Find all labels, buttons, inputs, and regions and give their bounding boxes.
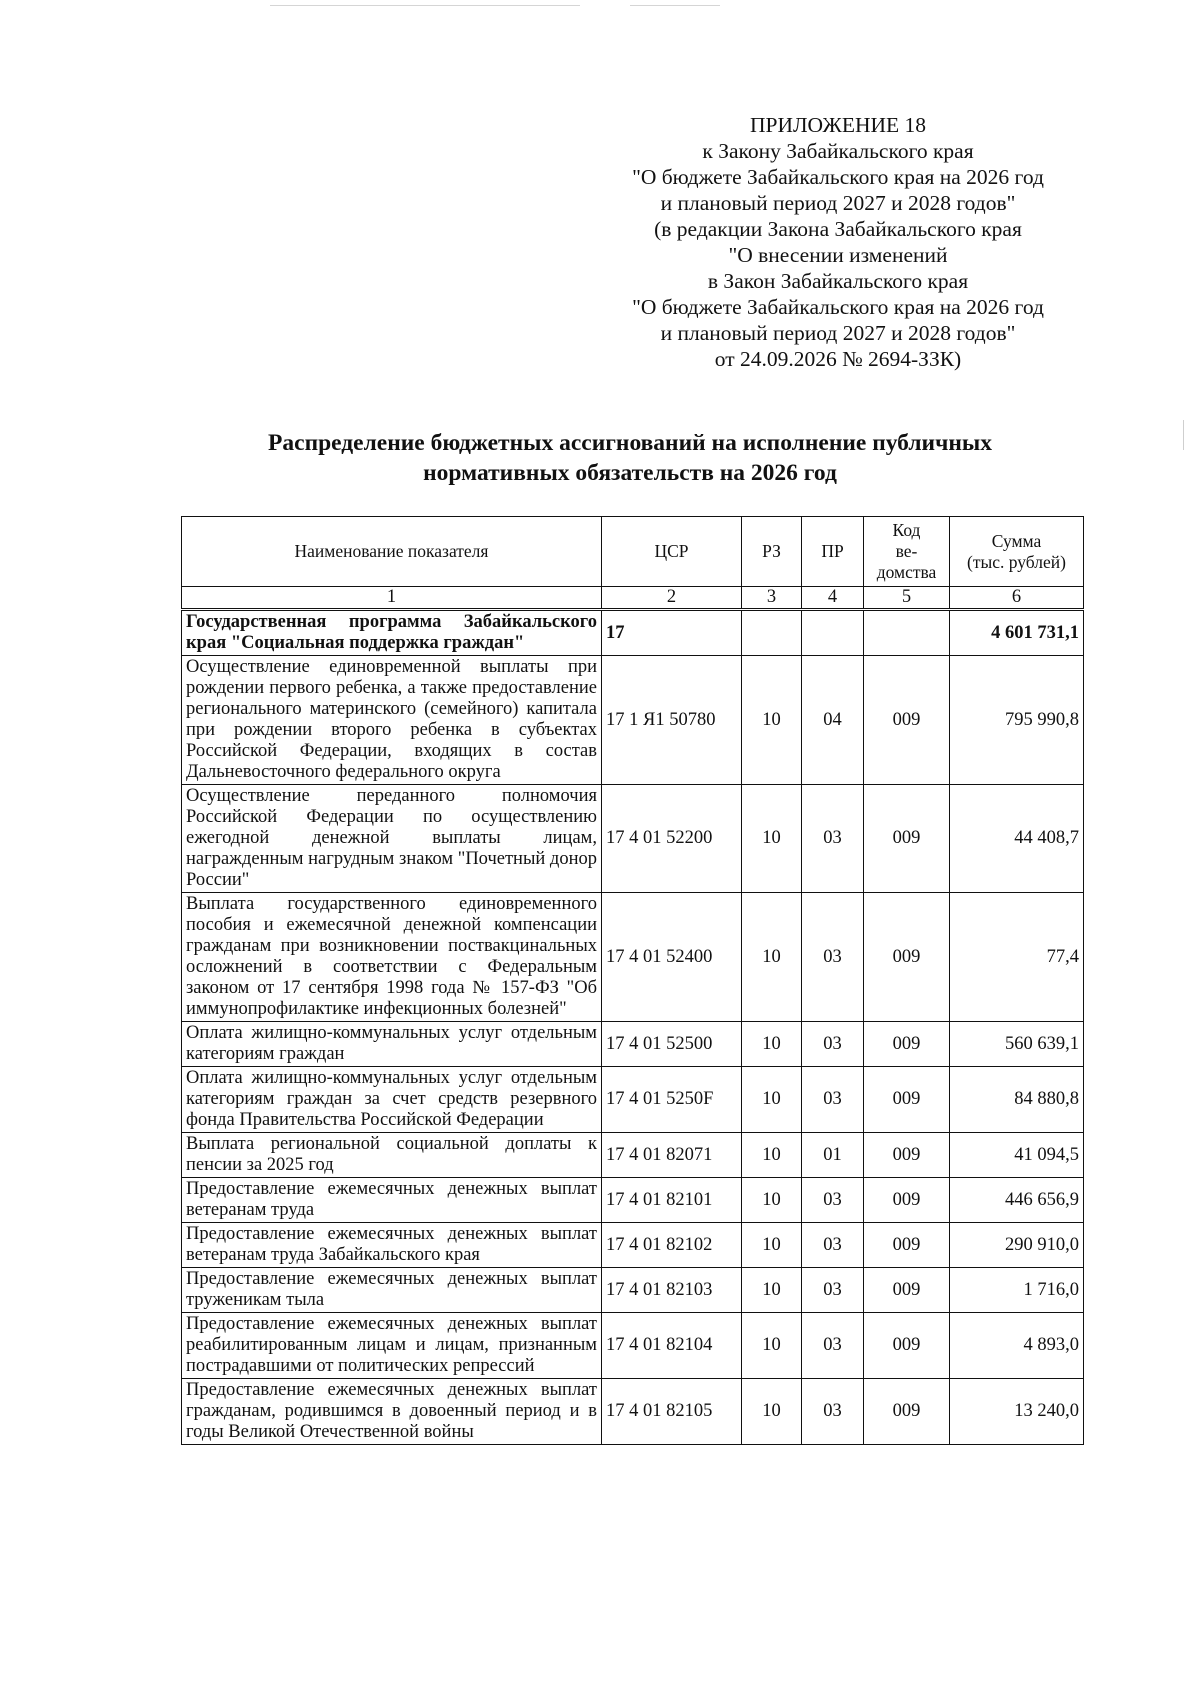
row-csr: 17 4 01 82101 [602, 1178, 742, 1223]
document-title-line-1: Распределение бюджетных ассигнований на исполнение публичных [268, 430, 992, 456]
row-rz: 10 [742, 1067, 802, 1133]
table-row [182, 1313, 1084, 1379]
column-number: 4 [802, 587, 864, 610]
scan-artifact-top-right [630, 5, 720, 6]
row-pr: 04 [802, 656, 864, 785]
column-number: 6 [950, 587, 1084, 610]
row-csr: 17 4 01 5250F [602, 1067, 742, 1133]
row-sum: 1 716,0 [950, 1268, 1084, 1313]
row-sum: 41 094,5 [950, 1133, 1084, 1178]
row-kod: 009 [864, 1313, 950, 1379]
row-sum: 77,4 [950, 893, 1084, 1022]
column-number: 5 [864, 587, 950, 610]
header-kod [864, 517, 950, 587]
row-name: Осуществление переданного полномочия Российской Федерации по осуществлению ежегодной денежной выплаты лицам, награжденным нагрудным знаком "Почетный донор России" [182, 785, 602, 893]
table-row [182, 785, 1084, 893]
header-line: в Закон Забайкальского края [707, 269, 969, 293]
header-line: "О бюджете Забайкальского края на 2026 год [632, 295, 1044, 319]
row-name: Предоставление ежемесячных денежных выплат гражданам, родившимся в довоенный период и в годы Великой Отечественной войны [182, 1379, 602, 1445]
row-pr: 03 [802, 785, 864, 893]
row-rz: 10 [742, 1313, 802, 1379]
table-row [182, 1223, 1084, 1268]
table-row [182, 1379, 1084, 1445]
row-pr: 01 [802, 1133, 864, 1178]
row-kod: 009 [864, 1379, 950, 1445]
column-number: 3 [742, 587, 802, 610]
table-row [182, 1022, 1084, 1067]
header-kod-line: Код [892, 520, 921, 540]
row-name: Предоставление ежемесячных денежных выплат труженикам тыла [182, 1268, 602, 1313]
budget-table [181, 516, 1084, 1445]
row-pr: 03 [802, 1379, 864, 1445]
row-pr: 03 [802, 1067, 864, 1133]
header-rz: РЗ [742, 517, 802, 587]
table-row [182, 1268, 1084, 1313]
table-row [182, 893, 1084, 1022]
row-kod: 009 [864, 656, 950, 785]
header-line: и плановый период 2027 и 2028 годов" [660, 191, 1016, 215]
table-row [182, 1067, 1084, 1133]
row-csr: 17 4 01 52200 [602, 785, 742, 893]
row-sum: 4 893,0 [950, 1313, 1084, 1379]
table-row [182, 610, 1084, 656]
row-csr: 17 1 Я1 50780 [602, 656, 742, 785]
row-rz: 10 [742, 1223, 802, 1268]
row-pr: 03 [802, 893, 864, 1022]
document-title [160, 428, 1100, 488]
header-sum-line: (тыс. рублей) [967, 551, 1066, 572]
header-line: (в редакции Закона Забайкальского края [654, 217, 1022, 241]
row-pr: 03 [802, 1268, 864, 1313]
row-name: Предоставление ежемесячных денежных выплат ветеранам труда Забайкальского края [182, 1223, 602, 1268]
row-kod: 009 [864, 1268, 950, 1313]
header-kod-line: домства [876, 562, 937, 582]
column-number-row [182, 587, 1084, 610]
row-sum: 13 240,0 [950, 1379, 1084, 1445]
row-csr: 17 4 01 82102 [602, 1223, 742, 1268]
scan-artifact-right-edge [1183, 420, 1184, 450]
header-csr: ЦСР [602, 517, 742, 587]
header-kod-line: ве- [895, 541, 918, 561]
row-name: Предоставление ежемесячных денежных выплат ветеранам труда [182, 1178, 602, 1223]
row-name: Выплата государственного единовременного пособия и ежемесячной денежной компенсации гражданам при возникновении поствакцинальных осложнений в соответствии с Федеральным законом от 17 сентября 1998 года № 157-ФЗ "Об иммунопрофилактике инфекционных болезней" [182, 893, 602, 1022]
row-rz: 10 [742, 1133, 802, 1178]
header-line: ПРИЛОЖЕНИЕ 18 [749, 113, 927, 137]
header-line: "О бюджете Забайкальского края на 2026 год [632, 165, 1044, 189]
row-pr: 03 [802, 1022, 864, 1067]
row-rz: 10 [742, 656, 802, 785]
row-kod: 009 [864, 1022, 950, 1067]
header-line: к Закону Забайкальского края [702, 139, 974, 163]
row-rz: 10 [742, 893, 802, 1022]
row-rz: 10 [742, 1379, 802, 1445]
table-row [182, 1178, 1084, 1223]
row-kod: 009 [864, 1223, 950, 1268]
header-line: и плановый период 2027 и 2028 годов" [660, 321, 1016, 345]
row-csr: 17 4 01 82104 [602, 1313, 742, 1379]
row-csr: 17 4 01 82103 [602, 1268, 742, 1313]
row-sum: 446 656,9 [950, 1178, 1084, 1223]
document-title-line-2: нормативных обязательств на 2026 год [423, 460, 837, 486]
row-kod: 009 [864, 1067, 950, 1133]
row-rz: 10 [742, 1268, 802, 1313]
appendix-header [598, 112, 1078, 372]
column-number: 2 [602, 587, 742, 610]
row-name: Предоставление ежемесячных денежных выплат реабилитированным лицам и лицам, признанным пострадавшими от политических репрессий [182, 1313, 602, 1379]
row-sum: 560 639,1 [950, 1022, 1084, 1067]
column-number: 1 [182, 587, 602, 610]
row-csr: 17 4 01 52500 [602, 1022, 742, 1067]
scan-artifact-top [270, 5, 580, 6]
row-pr: 03 [802, 1223, 864, 1268]
table-row [182, 1133, 1084, 1178]
row-csr: 17 [602, 610, 742, 656]
row-csr: 17 4 01 52400 [602, 893, 742, 1022]
header-name: Наименование показателя [182, 517, 602, 587]
row-csr: 17 4 01 82105 [602, 1379, 742, 1445]
row-pr: 03 [802, 1178, 864, 1223]
row-kod: 009 [864, 893, 950, 1022]
row-rz: 10 [742, 1022, 802, 1067]
row-sum: 4 601 731,1 [950, 610, 1084, 656]
row-kod: 009 [864, 1178, 950, 1223]
row-name: Государственная программа Забайкальского края "Социальная поддержка граждан" [182, 610, 602, 656]
header-pr: ПР [802, 517, 864, 587]
header-line: "О внесении изменений [728, 243, 948, 267]
row-kod: 009 [864, 785, 950, 893]
row-csr: 17 4 01 82071 [602, 1133, 742, 1178]
row-sum: 44 408,7 [950, 785, 1084, 893]
row-sum: 290 910,0 [950, 1223, 1084, 1268]
header-line: от 24.09.2026 № 2694-ЗЗК) [714, 347, 962, 371]
row-name: Оплата жилищно-коммунальных услуг отдельным категориям граждан за счет средств резервного фонда Правительства Российской Федерации [182, 1067, 602, 1133]
row-rz [742, 610, 802, 656]
row-kod: 009 [864, 1133, 950, 1178]
row-name: Выплата региональной социальной доплаты к пенсии за 2025 год [182, 1133, 602, 1178]
table-row [182, 656, 1084, 785]
header-sum-line: Сумма [991, 530, 1042, 551]
row-rz: 10 [742, 1178, 802, 1223]
table-header-row [182, 517, 1084, 587]
row-kod [864, 610, 950, 656]
row-sum: 795 990,8 [950, 656, 1084, 785]
row-name: Осуществление единовременной выплаты при рождении первого ребенка, а также предоставление регионального материнского (семейного) капитала при рождении второго ребенка в субъектах Российской Федерации, входящих в состав Дальневосточного федерального округа [182, 656, 602, 785]
row-name: Оплата жилищно-коммунальных услуг отдельным категориям граждан [182, 1022, 602, 1067]
row-rz: 10 [742, 785, 802, 893]
row-pr: 03 [802, 1313, 864, 1379]
header-sum [950, 517, 1084, 587]
row-sum: 84 880,8 [950, 1067, 1084, 1133]
row-pr [802, 610, 864, 656]
